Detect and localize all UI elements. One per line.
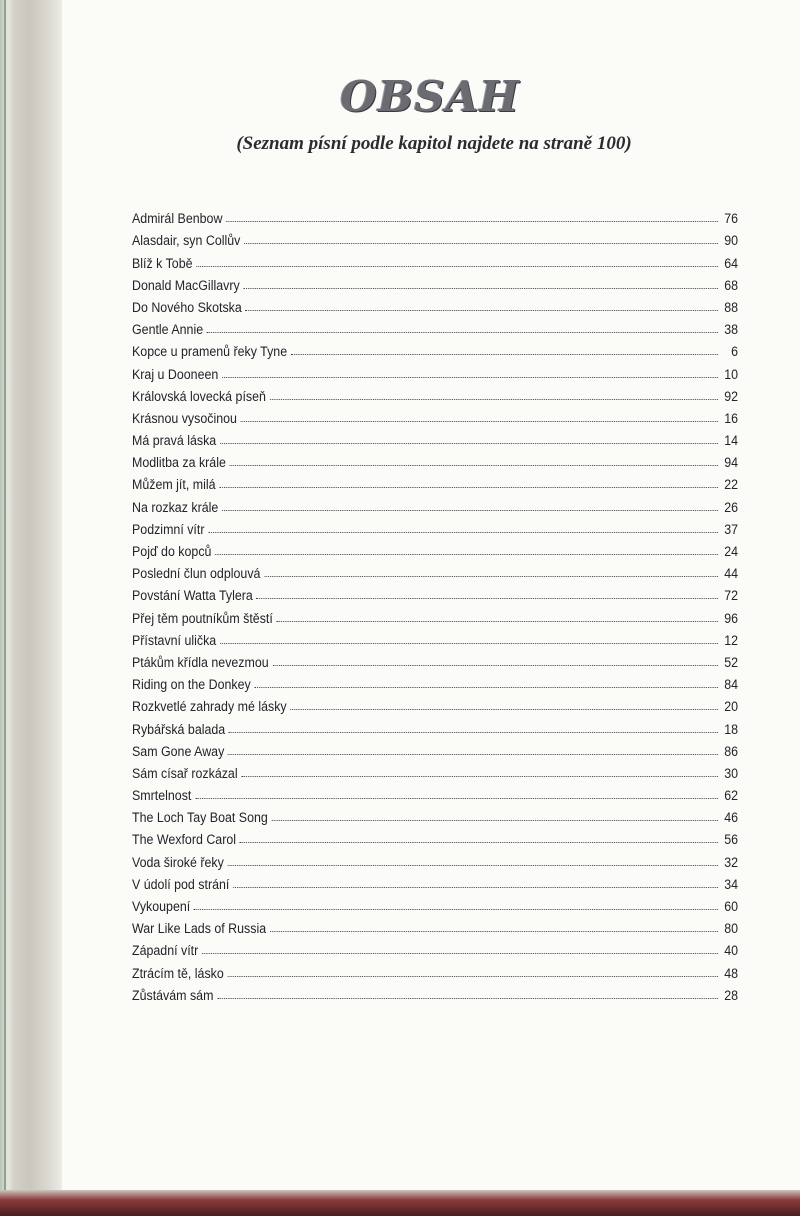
table-of-contents	[132, 204, 738, 1003]
toc-entry	[132, 870, 738, 892]
toc-entry	[132, 692, 738, 714]
toc-entry-page-number: 84	[724, 677, 739, 693]
toc-entry	[132, 271, 738, 293]
toc-entry-page-number: 92	[724, 388, 739, 404]
toc-entry	[132, 670, 738, 692]
toc-entry-page-number: 18	[724, 721, 739, 737]
toc-entry	[132, 382, 738, 404]
toc-entry-title: Kopce u pramenů řeky Tyne	[132, 344, 288, 360]
toc-entry-title: War Like Lads of Russia	[132, 921, 267, 937]
toc-entry-title: Smrtelnost	[132, 788, 192, 804]
toc-entry-title: The Loch Tay Boat Song	[132, 810, 268, 826]
toc-entry-title: Riding on the Donkey	[132, 677, 251, 693]
dot-leader	[222, 510, 718, 511]
toc-entry-title: Vykoupení	[132, 899, 191, 914]
dot-leader	[290, 709, 717, 710]
toc-entry-page-number: 38	[724, 322, 739, 338]
toc-entry-page-number: 28	[724, 987, 739, 1003]
toc-entry-title: Ptákům křídla nevezmou	[132, 654, 269, 670]
dot-leader	[270, 931, 718, 932]
toc-entry-title: Podzimní vítr	[132, 521, 205, 537]
toc-entry-title: Královská lovecká píseň	[132, 388, 266, 404]
dot-leader	[220, 443, 718, 444]
toc-entry-page-number: 90	[724, 233, 739, 249]
toc-entry	[132, 515, 738, 537]
dot-leader	[215, 554, 718, 555]
toc-entry-title: Můžem jít, milá	[132, 477, 216, 493]
toc-entry	[132, 293, 738, 315]
toc-entry-page-number: 10	[724, 366, 739, 382]
dot-leader	[220, 643, 718, 644]
dot-leader	[217, 998, 718, 999]
toc-entry	[132, 626, 738, 648]
toc-entry-title: Rozkvetlé zahrady mé lásky	[132, 699, 287, 715]
toc-entry	[132, 648, 738, 670]
dot-leader	[270, 399, 718, 400]
dot-leader	[208, 532, 718, 533]
toc-entry-title: Na rozkaz krále	[132, 499, 219, 515]
toc-entry-page-number: 46	[724, 810, 739, 826]
toc-entry	[132, 359, 738, 381]
toc-entry	[132, 714, 738, 736]
toc-entry	[132, 559, 738, 581]
toc-entry-title: Admirál Benbow	[132, 211, 223, 227]
toc-entry-title: Alasdair, syn Collův	[132, 233, 241, 249]
toc-entry	[132, 892, 738, 914]
dot-leader	[244, 243, 718, 244]
toc-entry-title: Krásnou vysočinou	[132, 410, 237, 426]
toc-entry	[132, 803, 738, 825]
page-title: OBSAH	[340, 72, 520, 121]
toc-entry-page-number: 22	[724, 477, 739, 493]
toc-entry-title: Poslední člun odplouvá	[132, 566, 261, 582]
dot-leader	[228, 754, 718, 755]
toc-entry	[132, 492, 738, 514]
dot-leader	[228, 865, 718, 866]
toc-entry	[132, 781, 738, 803]
toc-entry-title: The Wexford Carol	[132, 832, 237, 848]
toc-entry	[132, 936, 738, 958]
toc-entry-page-number: 32	[724, 854, 739, 870]
dot-leader	[219, 487, 718, 488]
toc-entry-page-number: 64	[724, 255, 739, 271]
toc-entry-page-number: 56	[724, 832, 739, 848]
dot-leader	[276, 621, 717, 622]
toc-entry-page-number: 94	[724, 455, 739, 471]
toc-entry	[132, 981, 738, 1003]
dot-leader	[230, 465, 718, 466]
toc-entry-title: Povstání Watta Tylera	[132, 588, 253, 604]
toc-entry-page-number: 80	[724, 921, 739, 937]
book-cover-edge	[0, 1190, 800, 1216]
dot-leader	[194, 909, 718, 910]
dot-leader	[226, 221, 718, 222]
dot-leader	[243, 288, 717, 289]
dot-leader	[245, 310, 717, 311]
dot-leader	[256, 598, 717, 599]
dot-leader	[202, 953, 718, 954]
toc-entry	[132, 958, 738, 980]
toc-entry-title: Kraj u Dooneen	[132, 366, 219, 382]
toc-entry-page-number: 52	[724, 654, 739, 670]
dot-leader	[264, 576, 718, 577]
toc-entry-page-number: 12	[724, 632, 739, 648]
toc-entry-title: Zůstávám sám	[132, 987, 214, 1003]
toc-entry-title: Modlitba za krále	[132, 455, 226, 471]
dot-leader	[272, 665, 717, 666]
toc-entry	[132, 426, 738, 448]
toc-entry	[132, 603, 738, 625]
dot-leader	[195, 798, 718, 799]
toc-entry-page-number: 30	[724, 765, 739, 781]
toc-entry-title: Sam Gone Away	[132, 743, 225, 759]
toc-entry-page-number: 26	[724, 499, 739, 515]
book-binding	[0, 0, 62, 1216]
toc-entry	[132, 226, 738, 248]
toc-entry-title: Přístavní ulička	[132, 632, 217, 648]
toc-entry	[132, 581, 738, 603]
toc-entry-title: Voda široké řeky	[132, 854, 224, 870]
toc-entry-title: Blíž k Tobě	[132, 255, 193, 271]
toc-entry-title: Donald MacGillavry	[132, 277, 240, 293]
toc-entry	[132, 759, 738, 781]
toc-entry-page-number: 16	[724, 410, 739, 426]
toc-entry-page-number: 62	[724, 788, 739, 804]
toc-entry	[132, 537, 738, 559]
toc-entry-title: V údolí pod strání	[132, 876, 230, 892]
toc-entry-page-number: 76	[724, 211, 739, 227]
toc-entry	[132, 248, 738, 270]
dot-leader	[207, 332, 718, 333]
toc-entry-page-number: 86	[724, 743, 739, 759]
toc-entry-page-number: 37	[724, 521, 739, 537]
dot-leader	[291, 354, 718, 355]
dot-leader	[229, 732, 718, 733]
toc-entry-page-number: 60	[724, 899, 739, 914]
dot-leader	[240, 842, 718, 843]
dot-leader	[233, 887, 718, 888]
toc-entry-page-number: 72	[724, 588, 739, 604]
toc-entry	[132, 404, 738, 426]
toc-entry-page-number: 14	[724, 433, 739, 449]
toc-entry-title: Pojď do kopců	[132, 544, 212, 559]
dot-leader	[241, 421, 718, 422]
dot-leader	[241, 776, 717, 777]
dot-leader	[222, 377, 718, 378]
dot-leader	[254, 687, 717, 688]
toc-entry-title: Ztrácím tě, lásko	[132, 965, 224, 981]
toc-entry	[132, 847, 738, 869]
toc-entry-title: Gentle Annie	[132, 322, 204, 338]
dot-leader	[271, 820, 717, 821]
dot-leader	[227, 976, 717, 977]
toc-entry-title: Sám císař rozkázal	[132, 765, 238, 781]
toc-entry-title: Přej těm poutníkům štěstí	[132, 610, 273, 626]
toc-entry	[132, 315, 738, 337]
toc-entry-page-number: 44	[724, 566, 739, 582]
toc-entry-page-number: 40	[724, 943, 739, 959]
toc-entry	[132, 337, 738, 359]
toc-entry-title: Západní vítr	[132, 943, 199, 959]
toc-entry-page-number: 68	[724, 277, 739, 293]
toc-entry-page-number: 20	[724, 699, 739, 715]
toc-entry-page-number: 96	[724, 610, 739, 626]
toc-entry-title: Do Nového Skotska	[132, 299, 242, 315]
toc-entry-page-number: 88	[724, 299, 739, 315]
toc-entry	[132, 204, 738, 226]
toc-entry	[132, 825, 738, 847]
page-subtitle: (Seznam písní podle kapitol najdete na straně 100)	[236, 133, 632, 154]
toc-entry	[132, 470, 738, 492]
toc-entry-page-number: 24	[724, 544, 739, 559]
toc-entry	[132, 737, 738, 759]
toc-entry-page-number: 48	[724, 965, 739, 981]
toc-entry-title: Rybářská balada	[132, 721, 226, 737]
toc-entry	[132, 448, 738, 470]
toc-entry-page-number: 34	[724, 876, 739, 892]
dot-leader	[196, 266, 718, 267]
toc-entry-page-number: 6	[731, 344, 739, 360]
toc-entry-title: Má pravá láska	[132, 433, 217, 449]
toc-entry	[132, 914, 738, 936]
